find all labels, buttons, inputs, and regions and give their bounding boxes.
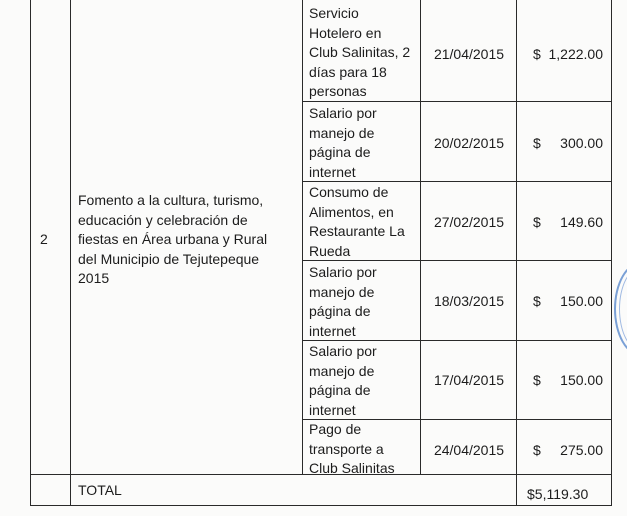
- table-border-left: [30, 0, 31, 505]
- expense-description: Pago de transporte a Club Salinitas: [309, 421, 395, 476]
- project-description: Fomento a la cultura, turismo, educación y celebración de fiestas en Área urbana y Rural del Municipio de Tejutepeque 2015: [78, 192, 268, 286]
- expense-description: Salario por manejo de página de internet: [309, 264, 377, 339]
- expense-date: 21/04/2015: [433, 46, 505, 62]
- official-seal-stamp: [614, 262, 627, 356]
- row-number: 2: [40, 231, 48, 247]
- column-divider-date: [516, 0, 517, 505]
- expense-date: 17/04/2015: [433, 372, 505, 388]
- expense-description: Salario por manejo de página de internet: [309, 343, 377, 418]
- expense-description: Salario por manejo de página de internet: [309, 105, 377, 180]
- expense-description: Servicio Hotelero en Club Salinitas, 2 días para 18 personas: [309, 5, 411, 99]
- total-value: $5,119.30: [527, 486, 589, 502]
- expense-date: 27/02/2015: [433, 214, 505, 230]
- table-border-bottom: [30, 505, 612, 506]
- expense-description: Consumo de Alimentos, en Restaurante La Rueda: [309, 184, 405, 259]
- expense-date: 24/04/2015: [433, 442, 505, 458]
- total-label: TOTAL: [78, 482, 122, 498]
- table-border-right: [611, 0, 612, 505]
- column-divider-project: [302, 0, 303, 474]
- column-divider-number: [70, 0, 71, 505]
- expense-date: 20/02/2015: [433, 135, 505, 151]
- expense-date: 18/03/2015: [433, 293, 505, 309]
